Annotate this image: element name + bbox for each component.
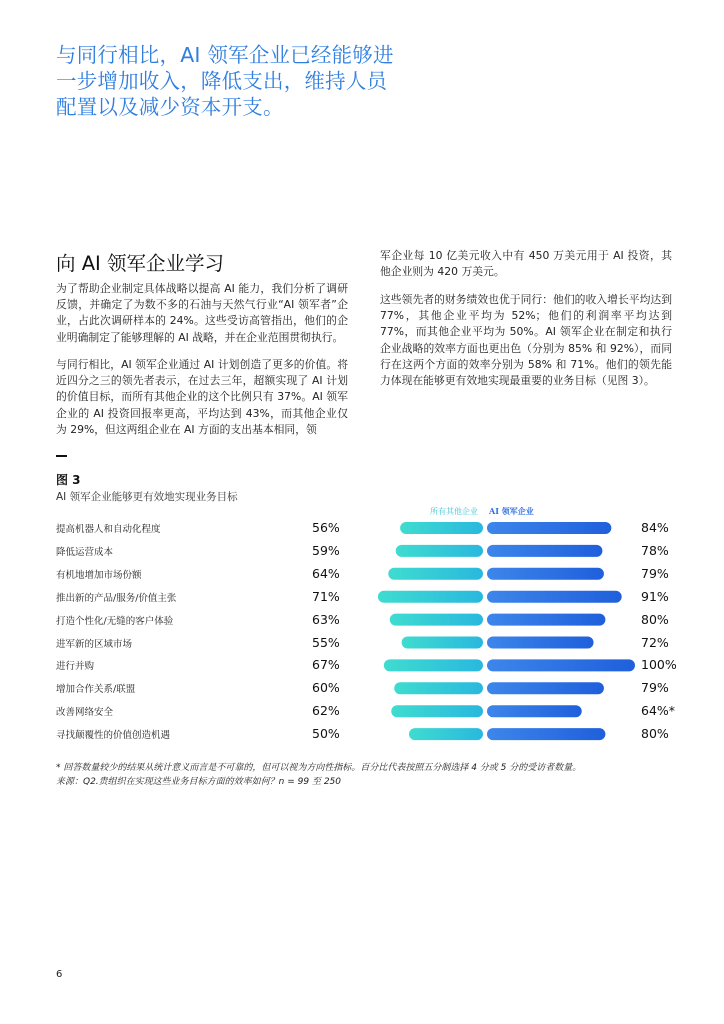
bar-others [394, 682, 483, 694]
bar-others [378, 591, 483, 603]
value-label-others: 55% [312, 634, 340, 650]
category-label: 进军新的区域市场 [56, 638, 133, 650]
value-label-leaders: 100% [641, 657, 677, 673]
value-label-leaders: 84% [641, 520, 669, 535]
paragraph-1: 为了帮助企业制定具体战略以提高 AI 能力，我们分析了调研反馈，并确定了为数不多的石油与天然气行业“AI 领军者”企业，占此次调研样本的 24%。这些受访高管指出，他们的企业明确制定了能够理解的 AI 战略，并在企业范围贯彻执行。 [56, 282, 348, 344]
page-number: 6 [56, 969, 63, 980]
value-label-leaders: 80% [641, 611, 669, 627]
category-label: 提高机器人和自动化程度 [56, 524, 161, 535]
bar-others [384, 659, 483, 671]
section-title: 向 AI 领军企业学习 [56, 252, 224, 275]
value-label-others: 71% [312, 588, 340, 604]
value-label-leaders: 80% [641, 726, 669, 742]
bar-leaders [487, 545, 602, 557]
bar-others [391, 705, 483, 717]
headline: 与同行相比，AI 领军企业已经能够进一步增加收入，降低支出，维持人员配置以及减少资本开支。 [56, 43, 394, 119]
category-label: 进行并购 [56, 661, 95, 673]
figure-subtitle: AI 领军企业能够更有效地实现业务目标 [56, 491, 238, 503]
bar-leaders [487, 682, 604, 694]
bar-leaders [487, 614, 605, 626]
value-label-leaders: 72% [641, 634, 669, 650]
value-label-others: 50% [312, 726, 340, 742]
bar-others [396, 545, 483, 557]
value-label-others: 64% [312, 565, 340, 581]
value-label-leaders: 79% [641, 680, 669, 696]
value-label-others: 56% [312, 520, 340, 535]
bar-others [402, 637, 483, 649]
bar-leaders [487, 728, 605, 740]
footnote-source: 来源：Q2.贵组织在实现这些业务目标方面的效率如何？n = 99 至 250 [56, 777, 341, 787]
paragraph-2: 与同行相比，AI 领军企业通过 AI 计划创造了更多的价值。将近四分之三的领先者表示，在过去三年，超额实现了 AI 计划的价值目标，而所有其他企业的这个比例只有 37%。AI 领军企业的 AI 投资回报率更高，平均达到 43%，而其他企业仅为 29%，但这两组企业在 AI 方面的支出基本相同，领 [56, 358, 348, 436]
legend-leaders: AI 领军企业 [489, 506, 534, 516]
paragraph-3: 军企业每 10 亿美元收入中有 450 万美元用于 AI 投资，其他企业则为 420 万美元。 [380, 249, 672, 279]
value-label-leaders: 91% [641, 588, 669, 604]
value-label-others: 62% [312, 703, 340, 719]
bar-leaders [487, 637, 594, 649]
value-label-others: 60% [312, 680, 340, 696]
category-label: 降低运营成本 [56, 546, 114, 558]
category-label: 改善网络安全 [56, 707, 114, 719]
bar-leaders [487, 568, 604, 580]
bar-leaders [487, 522, 611, 534]
bar-others [409, 728, 483, 740]
bar-leaders [487, 591, 622, 603]
bar-others [390, 614, 483, 626]
category-label: 寻找颠覆性的价值创造机遇 [56, 730, 171, 742]
category-label: 推出新的产品/服务/价值主张 [56, 592, 177, 604]
paragraph-4: 这些领先者的财务绩效也优于同行：他们的收入增长平均达到 77%，其他企业平均为 52%；他们的利润率平均达到 77%，而其他企业平均为 50%。AI 领军企业在制定和执行企业战略的效率方面也更出色（分别为 85% 和 92%），而同行在这两个方面的效率分别为 58% 和 71%。他们的领先能力体现在能够更有效地实现最重要的业务目标（见图 3）。 [380, 293, 672, 388]
figure-label: 图 3 [56, 473, 81, 487]
category-label: 增加合作关系/联盟 [56, 684, 136, 696]
category-label: 有机地增加市场份额 [56, 569, 142, 581]
bar-leaders [487, 705, 582, 717]
value-label-others: 63% [312, 611, 340, 627]
value-label-leaders: 64%* [641, 703, 676, 719]
legend-others: 所有其他企业 [430, 507, 478, 516]
value-label-leaders: 78% [641, 542, 669, 558]
bar-leaders [487, 659, 635, 671]
footnote-line: * 回答数量较少的结果从统计意义而言是不可靠的，但可以视为方向性指标。百分比代表按照五分制选择 4 分或 5 分的受访者数量。 [56, 763, 582, 773]
bar-others [400, 522, 483, 534]
value-label-others: 67% [312, 657, 340, 673]
category-label: 打造个性化/无缝的客户体验 [56, 615, 174, 627]
bar-others [388, 568, 483, 580]
value-label-others: 59% [312, 542, 340, 558]
figure-footnote [56, 761, 676, 789]
value-label-leaders: 79% [641, 565, 669, 581]
